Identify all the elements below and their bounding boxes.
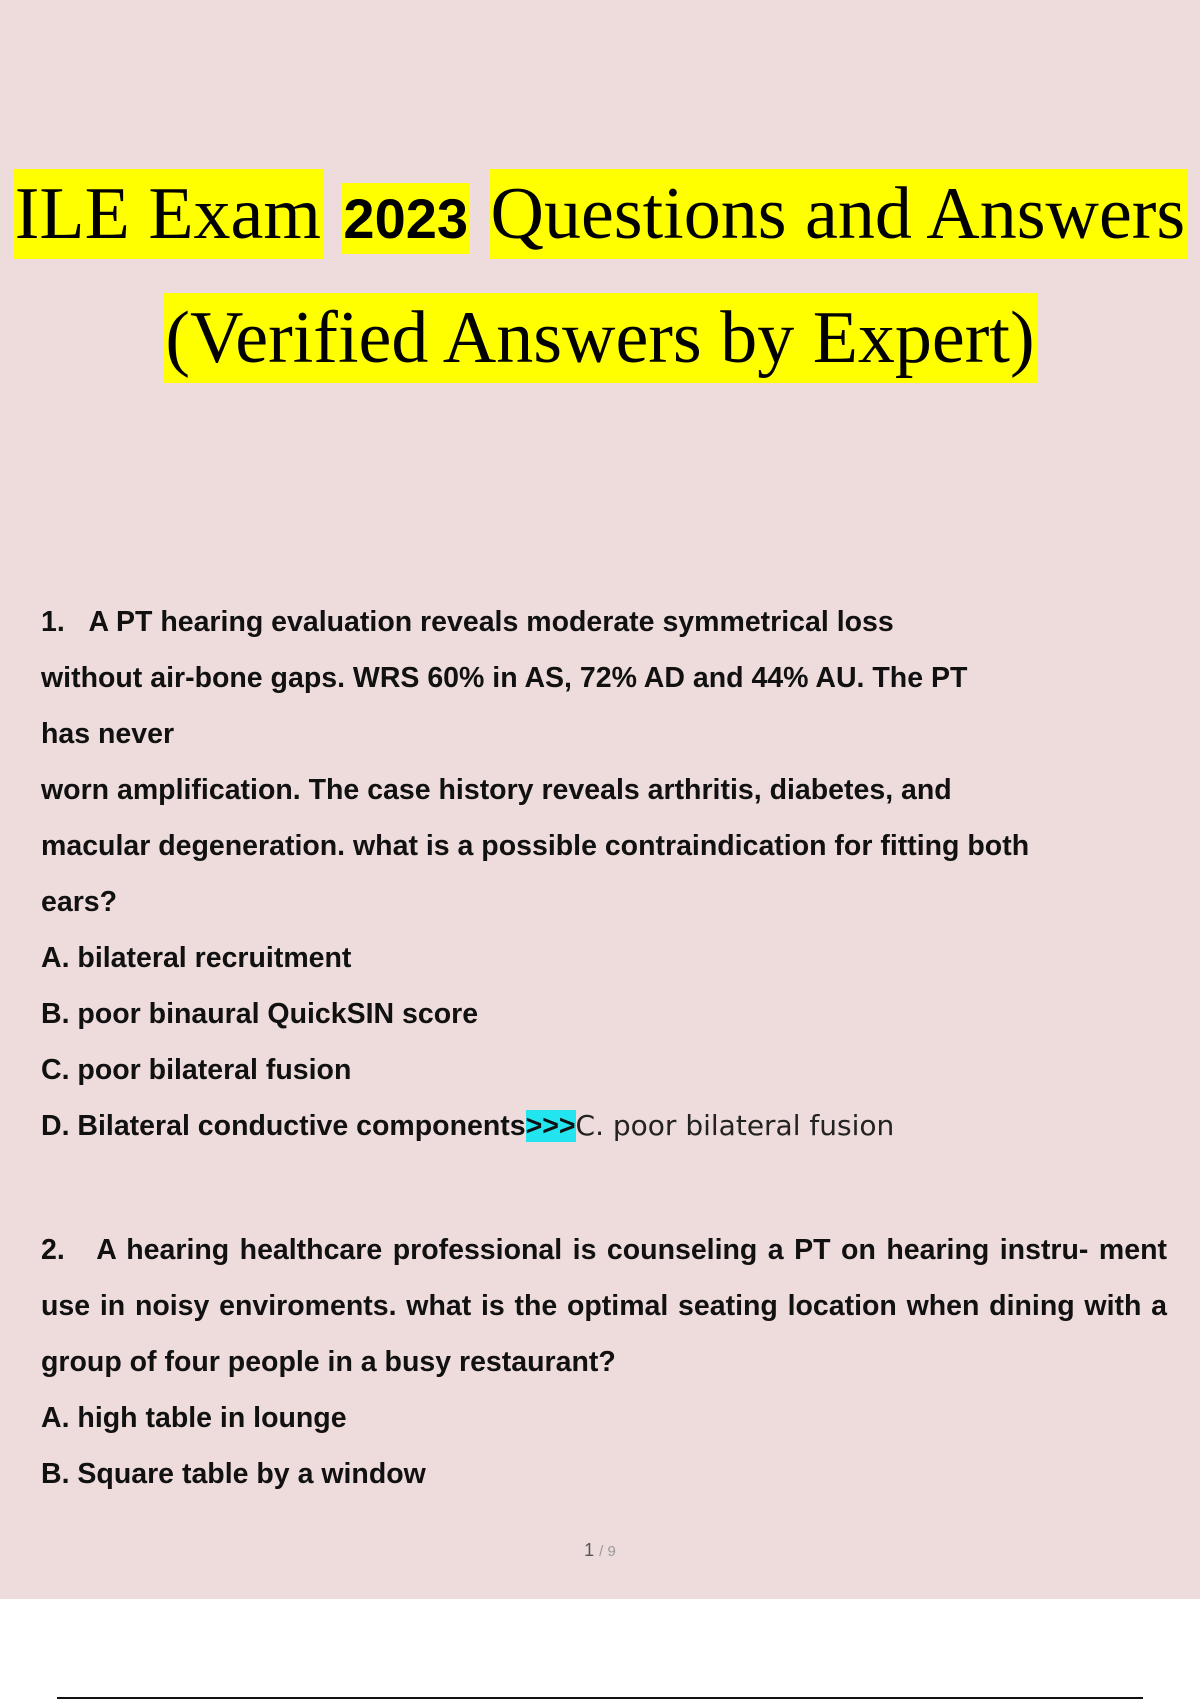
total-pages: / 9 <box>599 1543 616 1560</box>
document-title-line1 <box>0 172 1200 257</box>
question-text: has never <box>41 718 175 750</box>
option-c: C. poor bilateral fusion <box>41 1054 352 1086</box>
title-subtitle: (Verified Answers by Expert) <box>163 293 1036 383</box>
title-year: 2023 <box>341 183 470 254</box>
question-text: A hearing healthcare professional is counseling a PT on hearing instru- ment use in noisy enviroments. what is the optimal seating location when dining with a group of four people in a busy restaurant? <box>41 1234 1167 1378</box>
current-page: 1 <box>584 1540 595 1560</box>
question-text: worn amplification. The case history reveals arthritis, diabetes, and <box>41 774 952 806</box>
question-text: ears? <box>41 886 118 918</box>
document-title-line2 <box>0 296 1200 381</box>
question-text: macular degeneration. what is a possible contraindication for fitting both <box>41 830 1030 862</box>
question-number: 1. <box>41 606 65 638</box>
divider <box>57 1697 1143 1699</box>
option-b: B. Square table by a window <box>41 1458 426 1490</box>
question-2 <box>41 1222 1167 1502</box>
option-a: A. high table in lounge <box>41 1402 347 1434</box>
answer-marker: >>> <box>525 1110 576 1142</box>
option-b: B. poor binaural QuickSIN score <box>41 998 479 1030</box>
question-text: A PT hearing evaluation reveals moderate symmetrical loss <box>88 606 894 638</box>
option-d: D. Bilateral conductive components <box>41 1110 526 1142</box>
option-a: A. bilateral recruitment <box>41 942 352 974</box>
question-text: without air-bone gaps. WRS 60% in AS, 72% AD and 44% AU. The PT <box>41 662 968 694</box>
question-number: 2. <box>41 1234 65 1266</box>
question-1 <box>41 594 1167 1154</box>
page-number <box>0 1540 1200 1561</box>
title-text: ILE Exam <box>13 169 323 259</box>
answer-text: C. poor bilateral fusion <box>575 1109 895 1142</box>
title-text: Questions and Answers <box>489 169 1188 259</box>
